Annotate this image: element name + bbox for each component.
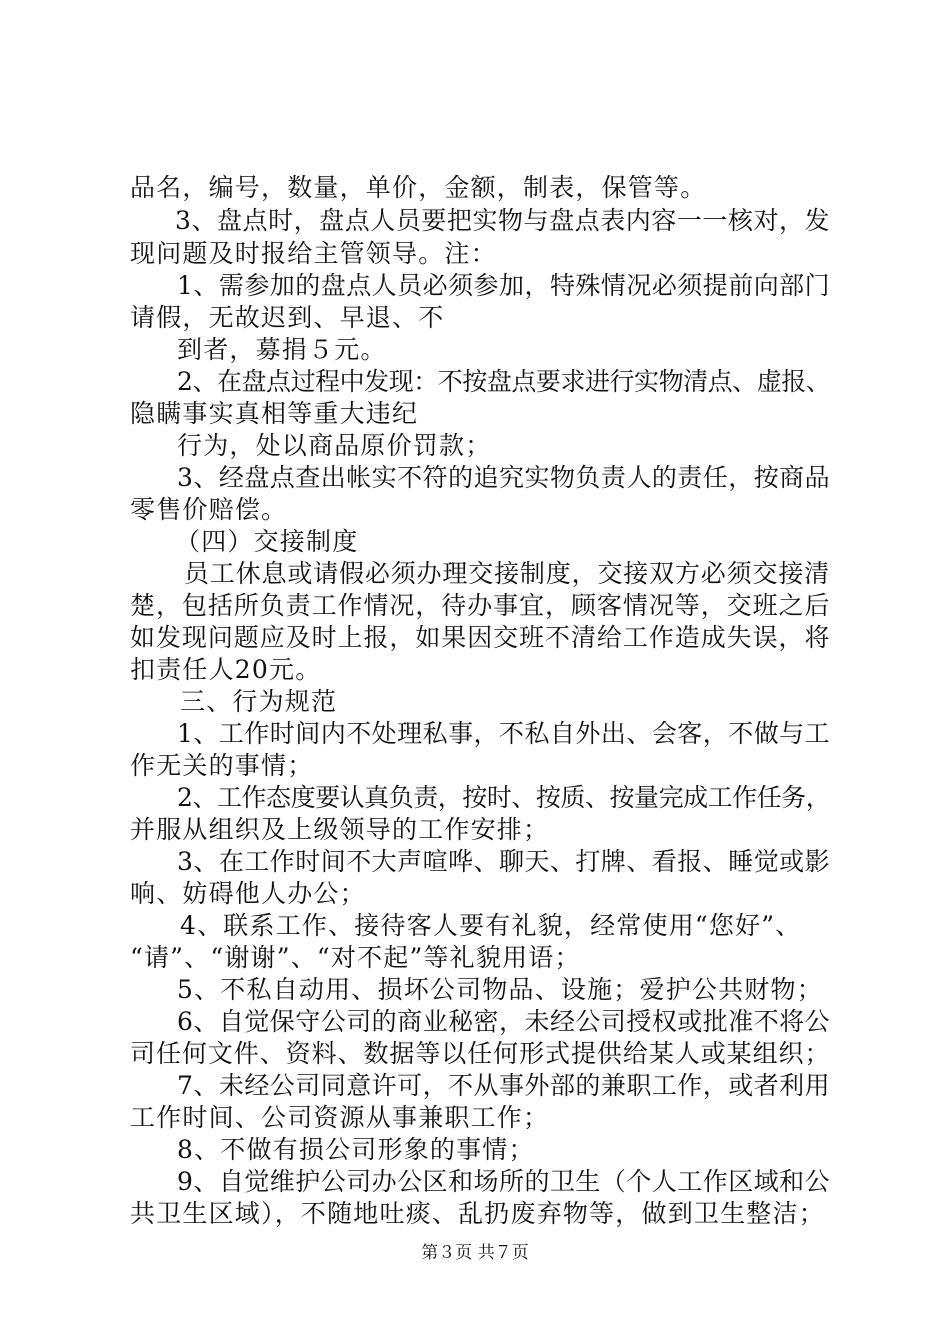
text-line: 5、不私自动用、损坏公司物品、设施；爱护公共财物； [177, 975, 823, 1004]
text-line: “请”、“谢谢”、“对不起”等礼貌用语； [130, 943, 581, 972]
text-line: 零售价赔偿。 [130, 495, 288, 524]
text-line: 并服从组织及上级领导的工作安排； [130, 815, 550, 844]
text-line: 2、在盘点过程中发现：不按盘点要求进行实物清点、虚报、 [177, 367, 831, 396]
text-line: 7、未经公司同意许可，不从事外部的兼职工作，或者利用 [177, 1071, 831, 1100]
text-line: 到者，募捐５元。 [177, 335, 387, 364]
text-line: 作无关的事情； [130, 751, 314, 780]
page-number-footer: 第３页 共７页 [421, 1243, 529, 1263]
text-line: 4、联系工作、接待客人要有礼貌，经常使用“您好”、 [180, 911, 802, 940]
text-line: 9、自觉维护公司办公区和场所的卫生（个人工作区域和公 [177, 1167, 831, 1196]
text-line: 隐瞒事实真相等重大违纪 [130, 399, 419, 428]
text-line: 8、不做有损公司形象的事情； [177, 1135, 535, 1164]
text-line: 工作时间、公司资源从事兼职工作； [130, 1103, 550, 1132]
text-line: 3、在工作时间不大声喧哗、聊天、打牌、看报、睡觉或影 [177, 847, 831, 876]
text-line: 共卫生区域），不随地吐痰、乱扔废弃物等，做到卫生整洁； [130, 1199, 825, 1228]
text-line: 1、需参加的盘点人员必须参加，特殊情况必须提前向部门 [177, 271, 831, 300]
section-heading: （四）交接制度 [175, 527, 359, 556]
text-line: 如发现问题应及时上报，如果因交班不清给工作造成失误，将 [130, 623, 831, 652]
section-heading: 三、行为规范 [180, 687, 338, 716]
text-line: 2、工作态度要认真负责，按时、按质、按量完成工作任务， [177, 783, 831, 812]
text-line: 行为，处以商品原价罚款； [177, 431, 492, 460]
text-line: 楚，包括所负责工作情况，待办事宜，顾客情况等，交班之后 [130, 591, 831, 620]
text-line: 3、盘点时，盘点人员要把实物与盘点表内容一一核对，发 [175, 206, 831, 235]
text-line: 扣责任人20元。 [130, 655, 322, 684]
text-line: 响、妨碍他人办公； [130, 879, 366, 908]
text-line: 6、自觉保守公司的商业秘密，未经公司授权或批准不将公 [177, 1007, 831, 1036]
text-line: 3、经盘点查出帐实不符的追究实物负责人的责任，按商品 [177, 463, 831, 492]
text-line: 1、工作时间内不处理私事，不私自外出、会客，不做与工 [177, 719, 831, 748]
text-line: 现问题及时报给主管领导。注： [130, 239, 497, 268]
text-line: 司任何文件、资料、数据等以任何形式提供给某人或某组织； [130, 1039, 831, 1068]
text-line: 请假，无故迟到、早退、不 [130, 303, 445, 332]
text-line: 品名，编号，数量，单价，金额，制表，保管等。 [130, 173, 707, 202]
text-line: 员工休息或请假必须办理交接制度，交接双方必须交接清 [184, 559, 831, 588]
